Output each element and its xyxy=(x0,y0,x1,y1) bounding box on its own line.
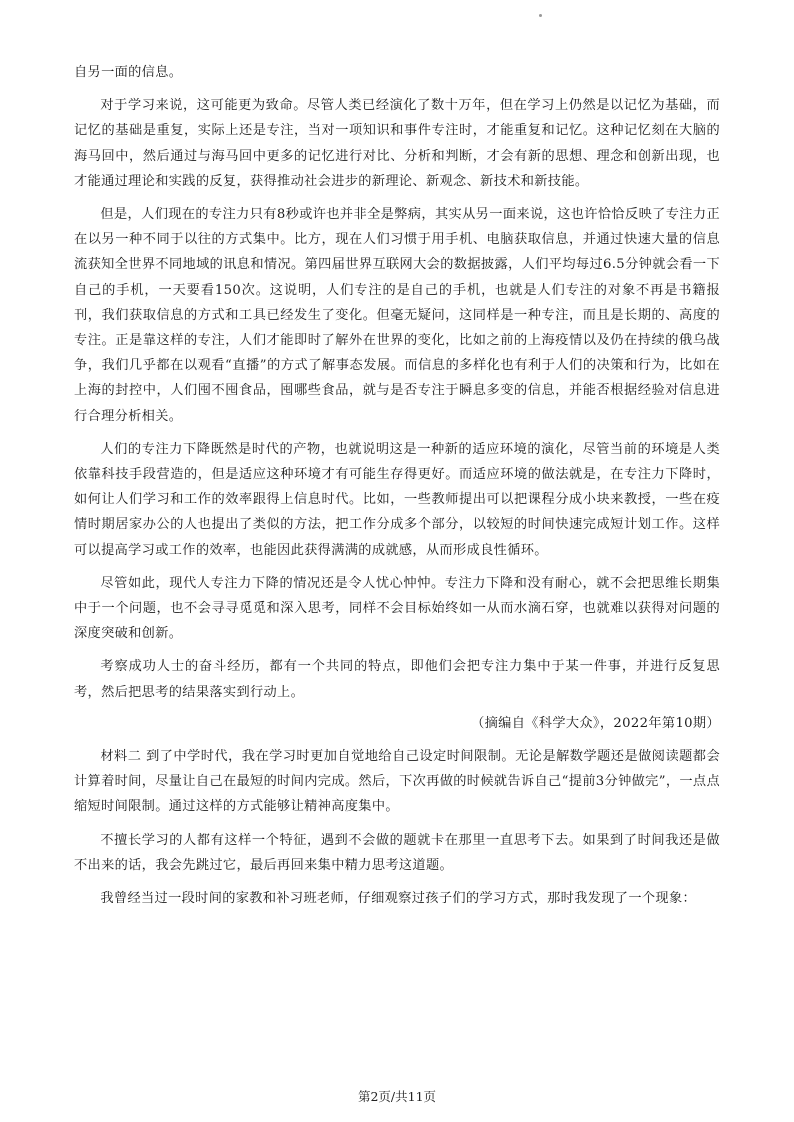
paragraph: 但是，人们现在的专注力只有8秒或许也并非全是弊病，其实从另一面来说，这也许恰恰反映了专注力正在以另一种不同于以往的方式集中。比方，现在人们习惯于用手机、电脑获取信息，并通过快速大量的信息流获知全世界不同地域的讯息和情况。第四届世界互联网大会的数据披露，人们平均每过6.5分钟就会看一下自己的手机，一天要看150次。这说明，人们专注的是自己的手机，也就是人们专注的对象不再是书籍报刊，我们获取信息的方式和工具已经发生了变化。但毫无疑问，这同样是一种专注，而且是长期的、高度的专注。正是靠这样的专注，人们才能即时了解外在世界的变化，比如之前的上海疫情以及仍在持续的俄乌战争，我们几乎都在以观看“直播”的方式了解事态发展。而信息的多样化也有利于人们的决策和行为，比如在上海的封控中，人们囤不囤食品，囤哪些食品，就与是否专注于瞬息多变的信息，并能否根据经验对信息进行合理分析相关。 xyxy=(74,207,720,424)
paragraph: 对于学习来说，这可能更为致命。尽管人类已经演化了数十万年，但在学习上仍然是以记忆为基础，而记忆的基础是重复，实际上还是专注，当对一项知识和事件专注时，才能重复和记忆。这种记忆刻在大脑的海马回中，然后通过与海马回中更多的记忆进行对比、分析和判断，才会有新的思想、理念和创新出现，也才能通过理论和实践的反复，获得推动社会进步的新理论、新观念、新技术和新技能。 xyxy=(74,98,720,189)
article-body xyxy=(74,60,720,919)
page-number-footer: 第2页/共11页 xyxy=(357,1089,437,1104)
scan-mark xyxy=(539,14,542,17)
paragraph: 尽管如此，现代人专注力下降的情况还是令人忧心忡忡。专注力下降和没有耐心，就不会把思维长期集中于一个问题，也不会寻寻觅觅和深入思考，同样不会目标始终如一从而水滴石穿，也就难以获得对问题的深度突破和创新。 xyxy=(74,575,720,642)
paragraph: 我曾经当过一段时间的家教和补习班老师，仔细观察过孩子们的学习方式，那时我发现了一个现象： xyxy=(100,891,697,907)
source-citation: （摘编自《科学大众》，2022年第10期） xyxy=(471,715,720,731)
paragraph: 自另一面的信息。 xyxy=(74,65,183,80)
paragraph: 考察成功人士的奋斗经历，都有一个共同的特点，即他们会把专注力集中于某一件事，并进行反复思考，然后把思考的结果落实到行动上。 xyxy=(74,659,720,700)
paragraph: 人们的专注力下降既然是时代的产物，也就说明这是一种新的适应环境的演化，尽管当前的环境是人类依靠科技手段营造的，但是适应这种环境才有可能生存得更好。而适应环境的做法就是，在专注力下降时，如何让人们学习和工作的效率跟得上信息时代。比如，一些教师提出可以把课程分成小块来教授，一些在疫情时期居家办公的人也提出了类似的方法，把工作分成多个部分，以较短的时间快速完成短计划工作。这样可以提高学习或工作的效率，也能因此获得满满的成就感，从而形成良性循环。 xyxy=(74,441,720,558)
paragraph: 不擅长学习的人都有这样一个特征，遇到不会做的题就卡在那里一直思考下去。如果到了时间我还是做不出来的话，我会先跳过它，最后再回来集中精力思考这道题。 xyxy=(74,832,720,873)
paragraph: 材料二 到了中学时代，我在学习时更加自觉地给自己设定时间限制。无论是解数学题还是做阅读题都会计算着时间，尽量让自己在最短的时间内完成。然后，下次再做的时候就告诉自己“提前3分钟做完”，一点点缩短时间限制。通过这样的方式能够让精神高度集中。 xyxy=(74,749,720,815)
